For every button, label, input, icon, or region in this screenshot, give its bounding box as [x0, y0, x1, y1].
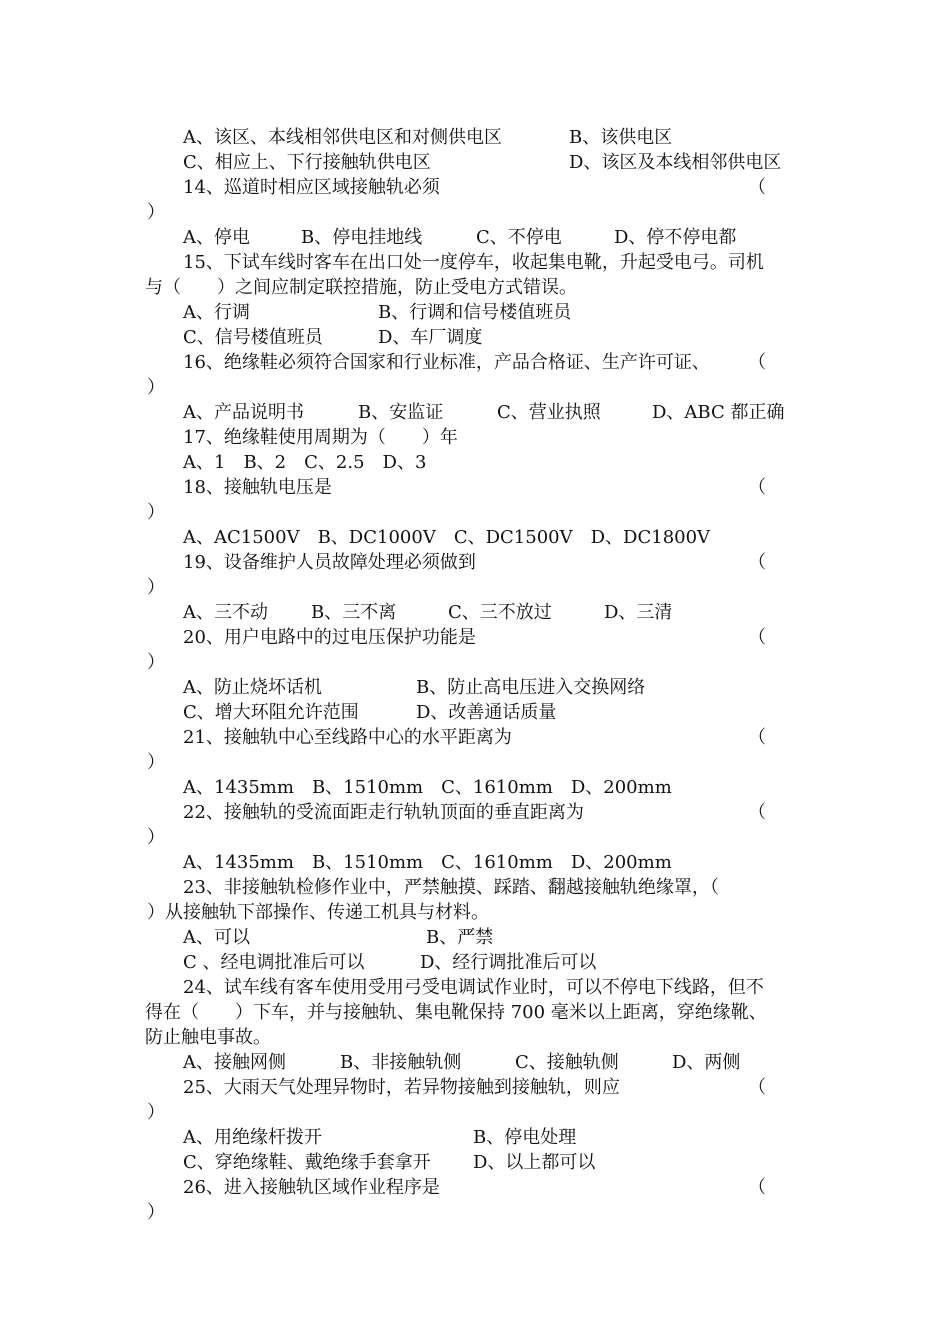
option-c: C、相应上、下行接触轨供电区 [183, 152, 431, 173]
option-a: A、产品说明书 [183, 402, 304, 423]
option-a: A、防止烧坏话机 [183, 677, 322, 698]
option-d: D、停不停电都 [614, 227, 737, 248]
option-d: D、三清 [604, 602, 673, 623]
answer-paren-close: ） [147, 202, 165, 223]
option-c: C、增大环阻允许范围 [183, 702, 359, 723]
question-15-cont: 与（ ）之间应制定联控措施，防止受电方式错误。 [145, 277, 577, 298]
question-22: 22、接触轨的受流面距走行轨轨顶面的垂直距离为 [183, 802, 584, 823]
answer-paren-close: ） [147, 577, 165, 598]
answer-paren-close: ） [147, 827, 165, 848]
options-line: A、1435mm B、1510mm C、1610mm D、200mm [183, 852, 672, 873]
question-18: 18、接触轨电压是 [183, 477, 332, 498]
answer-paren-open: （ [748, 727, 766, 748]
option-d: D、以上都可以 [473, 1152, 596, 1173]
answer-paren-open: （ [748, 627, 766, 648]
option-c: C、三不放过 [448, 602, 552, 623]
answer-paren-close: ） [147, 1202, 165, 1223]
option-c: C 、经电调批准后可以 [183, 952, 365, 973]
question-25: 25、大雨天气处理异物时，若异物接触到接触轨，则应 [183, 1077, 620, 1098]
question-21: 21、接触轨中心至线路中心的水平距离为 [183, 727, 512, 748]
option-b: B、严禁 [426, 927, 494, 948]
option-c: C、穿绝缘鞋、戴绝缘手套拿开 [183, 1152, 431, 1173]
option-d: D、ABC 都正确 [652, 402, 785, 423]
option-d: D、改善通话质量 [416, 702, 557, 723]
answer-paren-open: （ [748, 1177, 766, 1198]
option-b: B、非接触轨侧 [340, 1052, 462, 1073]
answer-paren-close: ） [147, 377, 165, 398]
answer-paren-open: （ [748, 177, 766, 198]
option-a: A、接触网侧 [183, 1052, 286, 1073]
option-d: D、该区及本线相邻供电区 [569, 152, 782, 173]
question-14: 14、巡道时相应区域接触轨必须 [183, 177, 440, 198]
option-d: D、两侧 [672, 1052, 741, 1073]
option-a: A、三不动 [183, 602, 268, 623]
options-line: A、1435mm B、1510mm C、1610mm D、200mm [183, 777, 672, 798]
option-b: B、停电处理 [473, 1127, 577, 1148]
question-24-cont: 防止触电事故。 [145, 1027, 271, 1048]
question-19: 19、设备维护人员故障处理必须做到 [183, 552, 476, 573]
option-d: D、经行调批准后可以 [420, 952, 597, 973]
question-23-cont: ）从接触轨下部操作、传递工机具与材料。 [147, 902, 489, 923]
question-24: 24、试车线有客车使用受用弓受电调试作业时，可以不停电下线路，但不 [183, 977, 764, 998]
option-d: D、车厂调度 [378, 327, 483, 348]
answer-paren-open: （ [748, 552, 766, 573]
option-c: C、接触轨侧 [515, 1052, 619, 1073]
answer-paren-open: （ [748, 352, 766, 373]
question-17: 17、绝缘鞋使用周期为（ ）年 [183, 427, 458, 448]
option-b: B、停电挂地线 [301, 227, 423, 248]
question-15: 15、下试车线时客车在出口处一度停车，收起集电靴，升起受电弓。司机 [183, 252, 764, 273]
question-16: 16、绝缘鞋必须符合国家和行业标准，产品合格证、生产许可证、 [183, 352, 710, 373]
option-a: A、该区、本线相邻供电区和对侧供电区 [183, 127, 502, 148]
answer-paren-close: ） [147, 1102, 165, 1123]
options-line: A、AC1500V B、DC1000V C、DC1500V D、DC1800V [183, 527, 711, 548]
answer-paren-close: ） [147, 502, 165, 523]
option-b: B、防止高电压进入交换网络 [416, 677, 646, 698]
option-b: B、安监证 [358, 402, 444, 423]
option-b: B、三不离 [311, 602, 397, 623]
option-b: B、该供电区 [569, 127, 673, 148]
option-a: A、可以 [183, 927, 250, 948]
question-23: 23、非接触轨检修作业中，严禁触摸、踩踏、翻越接触轨绝缘罩，（ [183, 877, 719, 898]
option-c: C、不停电 [476, 227, 562, 248]
options-line: A、1 B、2 C、2.5 D、3 [183, 452, 427, 473]
option-a: A、行调 [183, 302, 250, 323]
option-a: A、用绝缘杆拨开 [183, 1127, 322, 1148]
option-a: A、停电 [183, 227, 250, 248]
answer-paren-close: ） [147, 652, 165, 673]
option-c: C、营业执照 [497, 402, 601, 423]
option-c: C、信号楼值班员 [183, 327, 323, 348]
answer-paren-open: （ [748, 477, 766, 498]
question-26: 26、进入接触轨区域作业程序是 [183, 1177, 440, 1198]
answer-paren-open: （ [748, 802, 766, 823]
answer-paren-open: （ [748, 1077, 766, 1098]
option-b: B、行调和信号楼值班员 [378, 302, 572, 323]
question-20: 20、用户电路中的过电压保护功能是 [183, 627, 476, 648]
answer-paren-close: ） [147, 752, 165, 773]
question-24-cont: 得在（ ）下车，并与接触轨、集电靴保持 700 毫米以上距离，穿绝缘靴、 [145, 1002, 767, 1023]
